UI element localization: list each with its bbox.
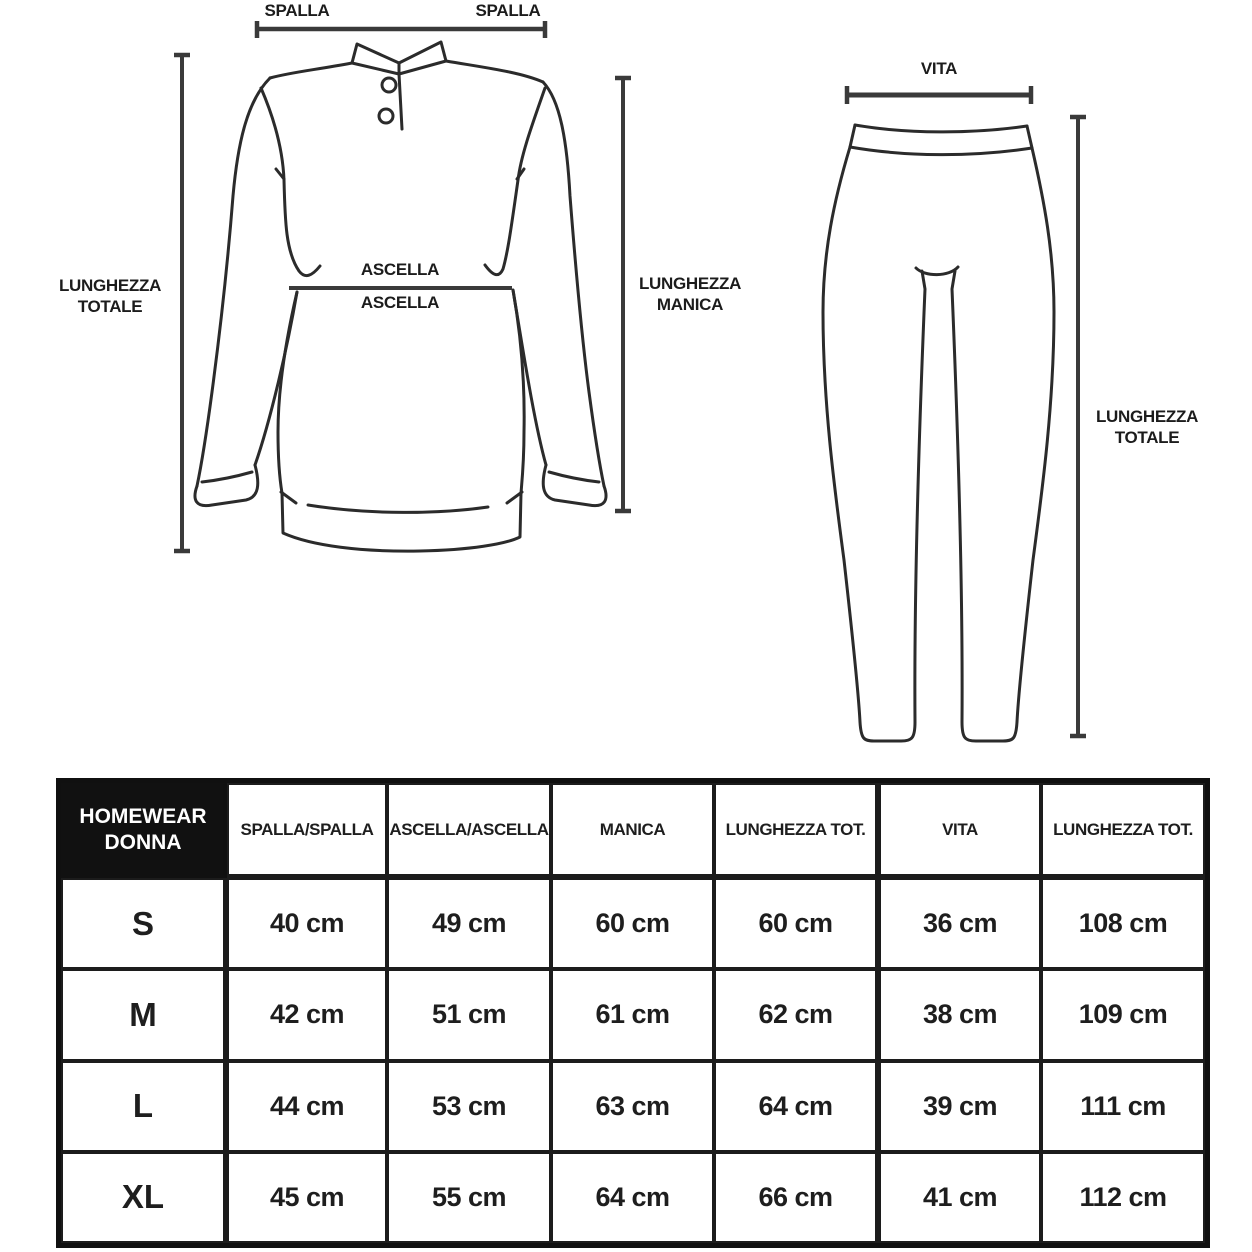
size-table [56,778,1210,1248]
size-cell: XL [61,1152,227,1243]
value-cell: 64 cm [551,1152,714,1243]
value-cell: 112 cm [1041,1152,1205,1243]
button-top [382,78,396,92]
value-cell: 62 cm [714,969,877,1060]
value-cell: 36 cm [877,878,1041,969]
spalla-left-label: SPALLA [264,1,330,20]
table-row-xl [61,1152,1205,1243]
table-row-s [61,878,1205,969]
value-cell: 109 cm [1041,969,1205,1060]
value-cell: 60 cm [714,878,877,969]
column-header-spalla: SPALLA/SPALLA [227,783,387,878]
size-cell: L [61,1061,227,1152]
size-cell: M [61,969,227,1060]
button-bottom [379,109,393,123]
value-cell: 40 cm [227,878,387,969]
spalla-right-label: SPALLA [475,1,541,20]
value-cell: 53 cm [387,1061,551,1152]
value-cell: 61 cm [551,969,714,1060]
value-cell: 44 cm [227,1061,387,1152]
measurement-lines [174,21,1086,736]
value-cell: 39 cm [877,1061,1041,1152]
shirt-total-length-label: LUNGHEZZA TOTALE [58,276,162,316]
pants-total-length-label: LUNGHEZZA TOTALE [1095,407,1199,447]
value-cell: 45 cm [227,1152,387,1243]
ascella-above-label: ASCELLA [360,260,440,279]
value-cell: 64 cm [714,1061,877,1152]
value-cell: 49 cm [387,878,551,969]
column-header-lunghezza-top: LUNGHEZZA TOT. [714,783,877,878]
vita-label: VITA [920,59,958,78]
value-cell: 42 cm [227,969,387,1060]
value-cell: 51 cm [387,969,551,1060]
column-header-lunghezza-pants: LUNGHEZZA TOT. [1041,783,1205,878]
value-cell: 66 cm [714,1152,877,1243]
column-header-vita: VITA [877,783,1041,878]
header-row [61,783,1205,878]
value-cell: 41 cm [877,1152,1041,1243]
value-cell: 60 cm [551,878,714,969]
table-row-m [61,969,1205,1060]
size-cell: S [61,878,227,969]
value-cell: 55 cm [387,1152,551,1243]
value-cell: 38 cm [877,969,1041,1060]
value-cell: 63 cm [551,1061,714,1152]
sleeve-length-label: LUNGHEZZA MANICA [638,274,742,314]
column-header-manica: MANICA [551,783,714,878]
ascella-below-label: ASCELLA [360,293,440,312]
column-header-ascella: ASCELLA/ASCELLA [387,783,551,878]
pants-illustration [823,125,1054,741]
table-row-l [61,1061,1205,1152]
value-cell: 111 cm [1041,1061,1205,1152]
table-title: HOMEWEAR DONNA [61,783,227,878]
value-cell: 108 cm [1041,878,1205,969]
